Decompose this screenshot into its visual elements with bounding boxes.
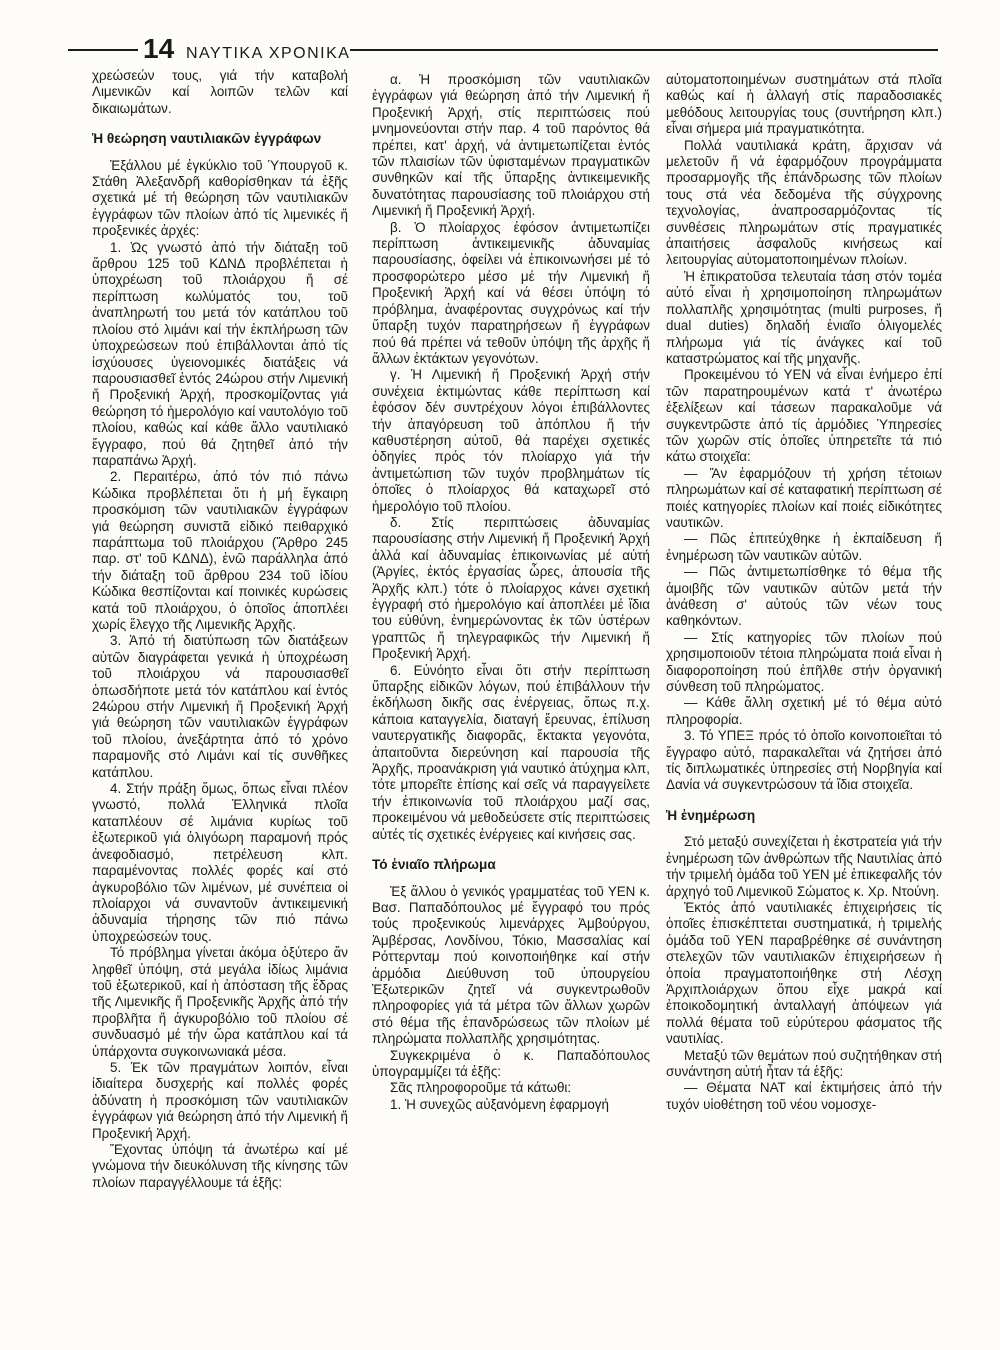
paragraph: αὐτοματοποιημένων συστημάτων στά πλοῖα καθώς καί ἡ ἀλλαγή στίς παραδοσιακές μεθόδους λειτουργίας τους (συντήρηση κλπ.) εἶναι σήμερα μιά πραγματικότητα. [666,72,942,137]
paragraph: 2. Περαιτέρω, ἀπό τόν πιό πάνω Κώδικα προβλέπεται ὅτι ἡ μή ἔγκαιρη προσκόμιση τῶν ναυτιλιακῶν ἐγγράφων γιά θεώρηση συνιστᾶ εἰδικό πειθαρχικό παράπτωμα τοῦ πλοιάρχου (Ἄρθρο 245 παρ. στ' τοῦ ΚΔΝΔ), ἐνῶ παράλληλα ἀπό τήν διάταξη τοῦ ἄρθρου 234 τοῦ ἰδίου Κώδικα θεσπίζονται καί ποινικές κυρώσεις κατά τοῦ πλοιάρχου, ὁ ὁποῖος ἀποπλέει χωρίς ἔλεγχο τῆς Λιμενικῆς Ἀρχῆς. [92,469,348,632]
section-heading: Ἡ ἐνημέρωση [666,807,756,823]
dash-item: — Στίς κατηγορίες τῶν πλοίων πού χρησιμοποιοῦν τέτοια πληρώματα ποιά εἶναι ἡ διαφοροποίηση πού ἐπῆλθε στήν ὀργανική σύνθεση τοῦ πληρώματος. [666,629,942,695]
paragraph: Μεταξύ τῶν θεμάτων πού συζητήθηκαν στή συνάντηση αὐτή ἦταν τά ἑξῆς: [666,1047,942,1079]
paragraph: 1. Ἡ συνεχῶς αὐξανόμενη ἐφαρμογή [390,1096,609,1112]
paragraph: 6. Εὐνόητο εἶναι ὅτι στήν περίπτωση ὕπαρξης εἰδικῶν λόγων, πού ἐπιβάλλουν τήν ἐκδήλωση δικῆς σας ἐνέργειας, ὅπως π.χ. κάποια καταγγελία, διαταγή ἔρευνας, ἐπίλυση ναυτεργατικῆς διαφορᾶς, ἔκτακτα γεγονότα, ἀπαιτοῦντα διερεύνηση καί παρουσία τῆς Ἀρχῆς, προανάκριση γιά ναυτικό ἀτύχημα κλπ, τότε μπορεῖτε ἐπίσης καί σεῖς νά παραγγείλετε τήν ἐπικοινωνία τοῦ πλοιάρχου μαζί σας, προκειμένου νά μεθοδεύσετε στίς περιπτώσεις αὐτές τίς σχετικές ἐνέργειες καί κινήσεις σας. [372,662,650,842]
paragraph: Ἐξάλλου μέ ἐγκύκλιο τοῦ Ὑπουργοῦ κ. Στάθη Ἀλεξανδρῆ καθορίσθηκαν τά ἑξῆς σχετικά μέ τή θεώρηση τῶν ναυτιλιακῶν ἐγγράφων τῶν πλοίων ἀπό τίς λιμενικές ἤ προξενικές ἀρχές: [92,157,348,239]
dash-item: — Κάθε ἄλλη σχετική μέ τό θέμα αὐτό πληροφορία. [666,695,942,727]
paragraph: γ. Ἡ Λιμενική ἤ Προξενική Ἀρχή στήν συνέχεια ἐκτιμώντας κάθε περίπτωση καί ἐφόσον δέν συντρέχουν λόγοι ἐπιβάλλοντες τήν ἀπαγόρευση τοῦ ἀπόπλου ἤ τήν καθυστέρηση αὐτοῦ, θά παρέχει σχετικές ὁδηγίες πρός τόν πλοίαρχο γιά τήν ἀντιμετώπιση τῶν τυχόν προβλημάτων τίς ὁποῖες ὁ πλοίαρχος θά καταχωρεῖ στό ἡμερολόγιο τοῦ πλοίου. [372,367,650,514]
page-header [68,34,938,64]
paragraph: 3. Ἀπό τή διατύπωση τῶν διατάξεων αὐτῶν διαγράφεται γενικά ἡ ὑποχρέωση τοῦ πλοιάρχου νά παρουσιασθεῖ ὁπωσδήποτε μετά τόν κατάπλου καί ἐντός 24ώρου στήν Λιμενική ἤ Προξενική Ἀρχή γιά θεώρηση τῶν ναυτιλιακῶν ἐγγράφων τοῦ πλοίου, ἀνεξάρτητα ἀπό τό χρόνο παραμονῆς στό Λιμάνι καί τίς συνθῆκες κατάπλου. [92,633,348,780]
paragraph: 3. Τό ΥΠΕΞ πρός τό ὁποῖο κοινοποιεῖται τό ἔγγραφο αὐτό, παρακαλεῖται νά ζητήσει ἀπό τίς διπλωματικές ὑπηρεσίες στή Νορβηγία καί Δανία νά συγκεντρώσουν τά ἴδια στοιχεῖα. [666,728,942,793]
paragraph: Προκειμένου τό ΥΕΝ νά εἶναι ἐνήμερο ἐπί τῶν παρατηρουμένων κατά τ' ἀνωτέρω ἐξελίξεων καί τάσεων παρακαλοῦμε νά συγκεντρῶστε ἀπό τίς ἁρμόδιες Ὑπηρεσίες τῶν χωρῶν στίς ὁποῖες ὑπηρετεῖτε τά πιό κάτω στοιχεῖα: [666,367,942,465]
paragraph: Στό μεταξύ συνεχίζεται ἡ ἐκστρατεία γιά τήν ἐνημέρωση τῶν ἀνθρώπων τῆς Ναυτιλίας ἀπό τήν τριμελή ὁμάδα τοῦ ΥΕΝ μέ ἐπικεφαλῆς τόν ἀρχηγό τοῦ Λιμενικοῦ Σώματος κ. Χρ. Ντούνη. [666,834,942,899]
paragraph: α. Ἡ προσκόμιση τῶν ναυτιλιακῶν ἐγγράφων γιά θεώρηση ἀπό τήν Λιμενική ἤ Προξενική Ἀρχή, στίς περιπτώσεις πού μνημονεύονται στήν παρ. 4 τοῦ παρόντος θά πρέπει, κατ' ἀρχή, νά ἀντιμετωπίζεται ἐντός τῶν πλαισίων τῶν ὑφισταμένων πραγματικῶν συνθηκῶν καί τῆς ὕπαρξης ἀντικειμενικῆς δυνατότητας παρουσίασης τοῦ πλοιάρχου στή Λιμενική ἤ Προξενική Ἀρχή. [372,72,650,219]
paragraph: δ. Στίς περιπτώσεις ἀδυναμίας παρουσίασης στήν Λιμενική ἤ Προξενική Ἀρχή ἀλλά καί ἀδυναμίας ἐπικοινωνίας μέ αὐτή (Ἀργίες, ἐκτός ἐργασίας ὧρες, ἀπουσία τῆς Ἀρχῆς κλπ.) τότε ὁ πλοίαρχος κάνει σχετική ἐγγραφή στό ἡμερολόγιο καί ἀποπλέει μέ ἴδια του εὐθύνη, ἐνημερώνοντας ἐκ τῶν ὑστέρων γραπτῶς ἤ τηλεγραφικῶς τήν Λιμενική ἤ Προξενική Ἀρχή. [372,514,650,662]
paragraph: Ἐξ ἄλλου ὁ γενικός γραμματέας τοῦ ΥΕΝ κ. Βασ. Παπαδόπουλος μέ ἔγγραφό του πρός τούς προξενικούς λιμενάρχες Ἀμβούργου, Ἀμβέρσας, Λονδίνου, Τόκιο, Μασσαλίας καί Ρόττερνταμ πού κοινοποιήθηκε καί στήν ἁρμόδια Διεύθυνση τοῦ ὑπουργείου Ἐξωτερικῶν ζητεῖ νά συγκεντρωθοῦν πληροφορίες γιά τά μέτρα τῶν ἄλλων χωρῶν στό θέμα τῆς ἐπανδρώσεως τῶν πλοίων μέ πληρώματα πολλαπλῆς χρησιμότητας. [372,883,650,1047]
column-1 [92,68,348,1191]
column-3 [666,72,942,1113]
paragraph: Ἡ ἐπικρατοῦσα τελευταία τάση στόν τομέα αὐτό εἶναι ἡ χρησιμοποίηση πληρωμάτων πολλαπλῆς χρησιμότητας (multi purposes, ἤ dual duties) δηλαδή ἑνιαῖο ὀλιγομελές πλήρωμα γιά τίς ἀνάγκες καί τοῦ καταστρώματος καί τῆς μηχανῆς. [666,268,942,366]
section-heading: Τό ἑνιαῖο πλήρωμα [372,857,496,873]
magazine-title: ΝΑΥΤΙΚΑ ΧΡΟΝΙΚΑ [186,45,351,62]
paragraph: 5. Ἐκ τῶν πραγμάτων λοιπόν, εἶναι ἰδιαίτερα δυσχερής καί πολλές φορές ἀδύνατη ἡ προσκόμιση τῶν ναυτιλιακῶν ἐγγράφων γιά θεώρηση ἀπό τήν Λιμενική ἤ Προξενική Ἀρχή. [92,1059,348,1141]
dash-item: — Ἄν ἐφαρμόζουν τή χρήση τέτοιων πληρωμάτων καί σέ καταφατική περίπτωση σέ ποιές κατηγορίες πλοίων καί ποιές εἰδικότητες ναυτικῶν. [666,465,942,530]
paragraph: 1. Ὡς γνωστό ἀπό τήν διάταξη τοῦ ἄρθρου 125 τοῦ ΚΔΝΔ προβλέπεται ἡ ὑποχρέωση τοῦ πλοιάρχου ἤ σέ περίπτωση κωλύματός του, τοῦ ἀναπληρωτή του μετά τόν κατάπλου τοῦ πλοίου στό λιμάνι καί τήν ἐκπλήρωση τῶν ὑποχρεώσεων πού ἐπιβάλλονται ἀπό τίς ἰσχύουσες ὑγειονομικές διατάξεις νά παρουσιασθεῖ ἐντός 24ώρου στήν Λιμενική ἤ Προξενική Ἀρχή, προσκομίζοντας γιά θεώρηση τό ἡμερολόγιο καί ναυτολόγιο τοῦ πλοίου, καθώς καί κάθε ἄλλο ναυτιλιακό ἔγγραφο, πού θά ζητηθεῖ ἀπό τήν παραπάνω Ἀρχή. [92,239,348,468]
paragraph: Σᾶς πληροφοροῦμε τά κάτωθι: [390,1080,572,1096]
dash-item: — Θέματα ΝΑΤ καί ἐκτιμήσεις ἀπό τήν τυχόν υἱοθέτηση τοῦ νέου νομοσχε- [666,1080,942,1112]
paragraph: Συγκεκριμένα ὁ κ. Παπαδόπουλος ὑπογραμμίζει τά ἑξῆς: [372,1047,650,1079]
column-2 [372,72,650,1113]
paragraph: Τό πρόβλημα γίνεται ἀκόμα ὀξύτερο ἄν ληφθεῖ ὑπόψη, στά μεγάλα ἰδίως λιμάνια τοῦ ἐξωτερικοῦ, καί ἡ ἀπόσταση τῆς ἕδρας τῆς Λιμενικῆς ἤ Προξενικῆς Ἀρχῆς ἀπό τήν προβλῆτα ἤ ἀγκυροβόλιο τοῦ πλοίου σέ συνδυασμό μέ τήν ὥρα κατάπλου καί τά ὑπάρχοντα συγκοινωνιακά μέσα. [92,945,348,1059]
paragraph: χρεώσεών τους, γιά τήν καταβολή Λιμενικῶν καί λοιπῶν τελῶν καί δικαιωμάτων. [92,68,348,116]
paragraph: β. Ὁ πλοίαρχος ἐφόσον ἀντιμετωπίζει περίπτωση ἀντικειμενικῆς ἀδυναμίας παρουσίασης, ὀφείλει νά ἐπικοινωνήσει μέ τό προσφορώτερο μέσο μέ τήν Λιμενική ἤ Προξενική Ἀρχή καί νά θέσει ὑπόψη τό πρόβλημα, ἀναφέροντας συγχρόνως καί τήν ὕπαρξη τυχόν παρατηρήσεων ἤ ἐγγράφων πού θά πρέπει νά τεθοῦν ὑπόψη τῆς ἀρχῆς ἤ ἄλλων ἐκτάκτων γεγονότων. [372,219,650,366]
header-rule-right [350,49,938,51]
paragraph: Ἐκτός ἀπό ναυτιλιακές ἐπιχειρήσεις τίς ὁποῖες ἐπισκέπτεται συστηματικά, ἡ τριμελής ὁμάδα τοῦ ΥΕΝ παραβρέθηκε σέ συνάντηση στελεχῶν τῶν ναυτιλιακῶν ἐπιχειρήσεων ἡ ὁποία πραγματοποιήθηκε στή Λέσχη Ἀρχιπλοιάρχων ὅπου εἶχε μακρά καί ἐποικοδομητική ἀνταλλαγή ἀπόψεων γιά πολλά θέματα τοῦ εὐρύτερου φάσματος τῆς ναυτιλίας. [666,899,942,1047]
paragraph: Ἔχοντας ὑπόψη τά ἀνωτέρω καί μέ γνώμονα τήν διευκόλυνση τῆς κίνησης τῶν πλοίων παραγγέλλουμε τά ἑξῆς: [92,1142,348,1190]
paragraph: Πολλά ναυτιλιακά κράτη, ἄρχισαν νά μελετοῦν ἤ νά ἐφαρμόζουν προγράμματα προσαρμογῆς τῆς ἐπάνδρωσης τῶν πλοίων τους στά νέα δεδομένα τῆς σύγχρονης τεχνολογίας, ἀναπροσαρμόζοντας τίς συνθέσεις πληρωμάτων στίς πραγματικές ἀπαιτήσεις ἀσφαλοῦς κινήσεως καί λειτουργίας αὐτοματοποιημένων πλοίων. [666,137,942,268]
dash-item: — Πῶς ἐπιτεύχθηκε ἡ ἐκπαίδευση ἤ ἐνημέρωση τῶν ναυτικῶν αὐτῶν. [666,531,942,563]
dash-item: — Πῶς ἀντιμετωπίσθηκε τό θέμα τῆς ἀμοιβῆς τῶν ναυτικῶν αὐτῶν μετά τήν ἀνάθεση σ' αὐτούς τῶν νέων τους καθηκόντων. [666,564,942,629]
header-rule-left [68,49,138,51]
section-heading: Ἡ θεώρηση ναυτιλιακῶν ἐγγράφων [92,131,322,147]
page-number: 14 [143,33,175,64]
paragraph: 4. Στήν πράξη ὅμως, ὅπως εἶναι πλέον γνωστό, πολλά Ἑλληνικά πλοῖα καταπλέουν σέ λιμάνια κυρίως τοῦ ἐξωτερικοῦ γιά ὀλιγόωρη παραμονή πρός ἀνεφοδιασμό, πετρέλευση κλπ. παραμένοντας πολλές φορές καί στό ἀγκυροβόλιο τῶν λιμένων, μέ συνέπεια οἱ πλοίαρχοι νά συναντοῦν ἀντικειμενική ἀδυναμία τήρησης τῶν πιό πάνω ὑποχρεώσεών τους. [92,781,348,944]
